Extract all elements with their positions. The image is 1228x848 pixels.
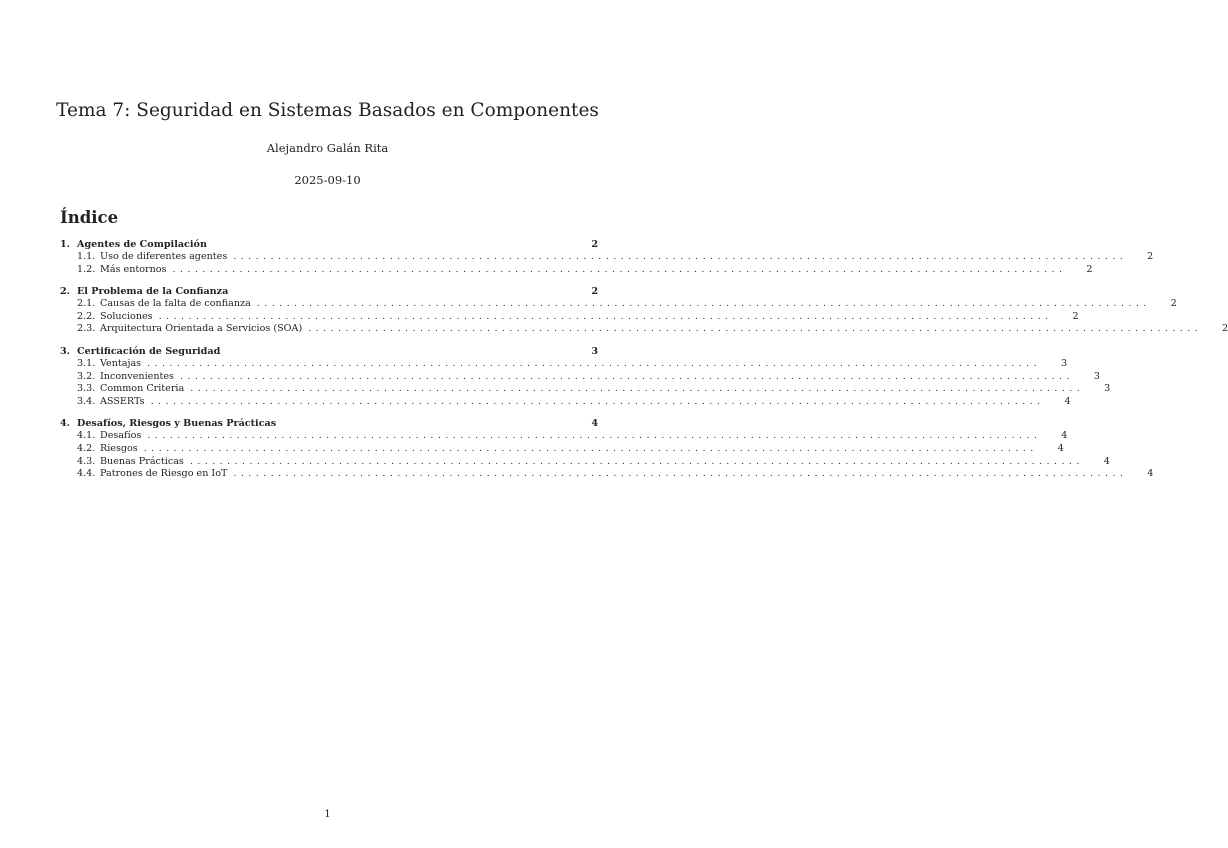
toc-section [60, 238, 1154, 276]
toc-section-entry[interactable] [60, 238, 598, 251]
toc-section [60, 345, 1111, 408]
toc-section-title: El Problema de la Confianza [77, 286, 229, 298]
toc-dot-leader: ........................................................................................................................ [150, 395, 1045, 407]
toc-section-entry[interactable] [60, 285, 598, 298]
toc-dot-leader: ........................................................................................................................ [190, 383, 1085, 395]
toc-dot-leader: ........................................................................................................................ [158, 310, 1053, 322]
toc-subsection-entry[interactable] [60, 370, 1100, 384]
toc-section-page: 2 [591, 286, 598, 298]
toc-subsection-entry[interactable] [60, 395, 1071, 409]
toc-section-entry[interactable] [60, 345, 598, 358]
toc-section-number: 4. [60, 418, 71, 430]
toc-section [60, 417, 1154, 480]
toc-dot-leader: ........................................................................................................................ [308, 323, 1203, 335]
toc-section-title: Desafíos, Riesgos y Buenas Prácticas [77, 418, 277, 430]
toc-subsection-number: 1.2. [77, 263, 96, 275]
toc-subsection-page: 4 [1057, 442, 1064, 454]
toc-subsection-title: Causas de la falta de confianza [100, 298, 251, 310]
toc-section [60, 285, 1228, 336]
toc-subsection-title: Uso de diferentes agentes [100, 251, 228, 262]
toc-dot-leader: ........................................................................................................................ [143, 442, 1038, 454]
document-date: 2025-09-10 [294, 173, 361, 187]
toc-subsection-page: 2 [1086, 263, 1093, 275]
toc-subsection-number: 2.3. [77, 323, 96, 335]
page-number: 1 [324, 809, 331, 820]
toc-subsection-page: 3 [1104, 383, 1111, 395]
toc-subsection-title: Soluciones [100, 310, 153, 322]
document-title: Tema 7: Seguridad en Sistemas Basados en Componentes [56, 100, 599, 121]
toc-dot-leader: ........................................................................................................................ [233, 468, 1128, 480]
toc-subsection-number: 1.1. [77, 251, 96, 262]
toc-subsection-page: 4 [1061, 430, 1068, 442]
toc-dot-leader: ........................................................................................................................ [256, 298, 1151, 310]
toc-section-title: Agentes de Compilación [77, 239, 207, 250]
toc-subsection-entry[interactable] [60, 442, 1064, 456]
toc-section-page: 3 [591, 345, 598, 357]
toc-subsection-entry[interactable] [60, 263, 1093, 277]
toc-subsection-title: Arquitectura Orientada a Servicios (SOA) [100, 323, 303, 335]
toc-subsection-entry[interactable] [60, 323, 1228, 336]
toc-dot-leader: ........................................................................................................................ [147, 430, 1042, 442]
toc-subsection-title: Patrones de Riesgo en IoT [100, 468, 228, 480]
toc-subsection-title: Más entornos [100, 263, 167, 275]
toc-subsection-page: 2 [1072, 310, 1079, 322]
toc-subsection-number: 4.1. [77, 430, 96, 442]
toc-subsection-number: 4.3. [77, 455, 96, 467]
toc-subsection-number: 2.1. [77, 298, 96, 310]
toc-subsection-entry[interactable] [60, 310, 1079, 324]
toc-dot-leader: ........................................................................................................................ [189, 455, 1084, 467]
toc-subsection-entry[interactable] [60, 455, 1110, 469]
toc-subsection-title: Buenas Prácticas [100, 455, 184, 467]
toc-section-number: 3. [60, 345, 71, 357]
toc-section-number: 2. [60, 286, 71, 298]
toc-dot-leader: ........................................................................................................................ [172, 263, 1067, 275]
toc-section-page: 2 [591, 239, 598, 250]
toc-subsection-entry[interactable] [60, 357, 1068, 371]
toc-subsection-page: 2 [1222, 323, 1228, 335]
toc-subsection-number: 4.2. [77, 442, 96, 454]
toc-subsection-number: 3.1. [77, 357, 96, 369]
toc-subsection-entry[interactable] [60, 430, 1068, 443]
toc-heading: Índice [60, 208, 119, 227]
toc-section-page: 4 [591, 418, 598, 430]
toc-subsection-page: 4 [1147, 468, 1154, 480]
toc-subsection-page: 3 [1093, 370, 1100, 382]
toc-dot-leader: ........................................................................................................................ [233, 251, 1128, 262]
toc-subsection-title: ASSERTs [100, 395, 145, 407]
toc-subsection-page: 2 [1147, 251, 1154, 262]
table-of-contents [60, 238, 1228, 490]
toc-subsection-number: 3.3. [77, 383, 96, 395]
document-author: Alejandro Galán Rita [266, 141, 389, 155]
toc-section-title: Certificación de Seguridad [77, 345, 221, 357]
toc-subsection-number: 3.4. [77, 395, 96, 407]
toc-subsection-page: 4 [1103, 455, 1110, 467]
toc-subsection-title: Ventajas [100, 357, 142, 369]
toc-subsection-entry[interactable] [60, 383, 1111, 396]
toc-subsection-title: Desafíos [100, 430, 142, 442]
toc-subsection-page: 3 [1060, 357, 1068, 369]
toc-dot-leader: ........................................................................................................................ [179, 370, 1074, 382]
toc-subsection-entry[interactable] [60, 468, 1154, 481]
toc-subsection-page: 4 [1064, 395, 1071, 407]
toc-dot-leader: ........................................................................................................................ [147, 357, 1042, 369]
toc-subsection-number: 2.2. [77, 310, 96, 322]
toc-section-number: 1. [60, 239, 71, 250]
toc-subsection-page: 2 [1170, 298, 1177, 310]
toc-subsection-entry[interactable] [60, 251, 1154, 264]
toc-subsection-number: 4.4. [77, 468, 96, 480]
toc-subsection-title: Riesgos [100, 442, 138, 454]
toc-subsection-title: Inconvenientes [100, 370, 174, 382]
toc-subsection-title: Common Criteria [100, 383, 185, 395]
toc-subsection-entry[interactable] [60, 298, 1177, 311]
toc-subsection-number: 3.2. [77, 370, 96, 382]
toc-section-entry[interactable] [60, 417, 598, 430]
